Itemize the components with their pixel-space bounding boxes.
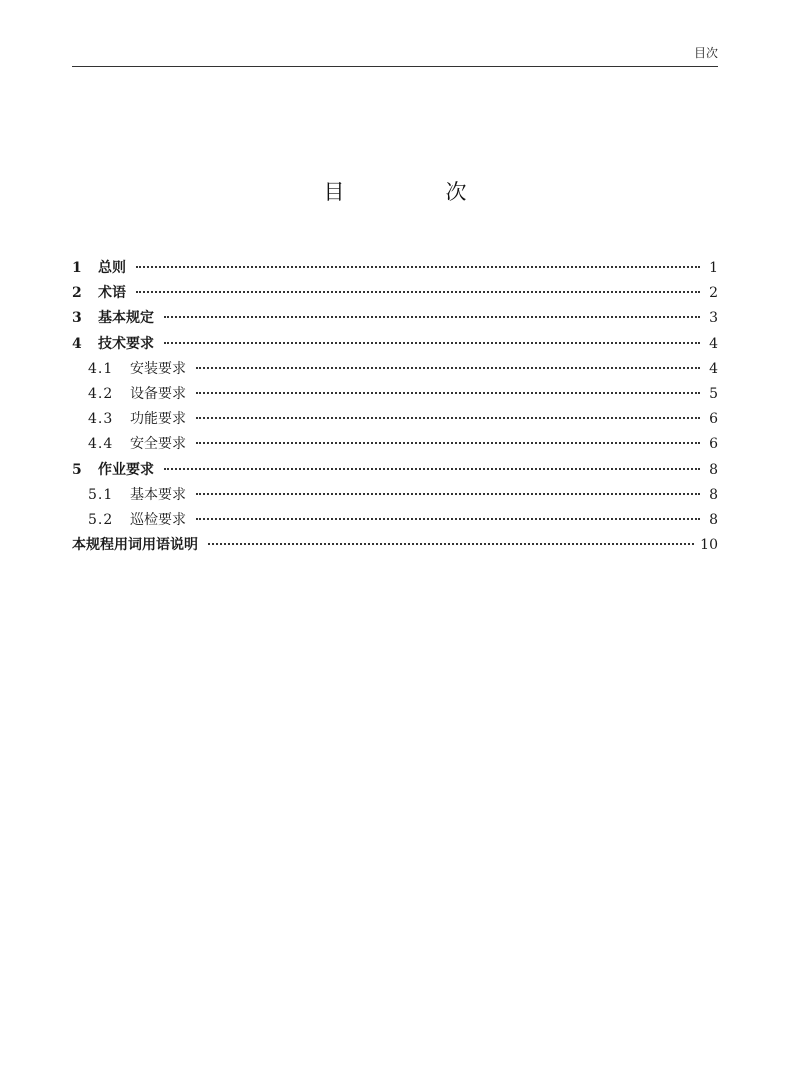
toc-entry-number: 1 bbox=[72, 260, 82, 276]
toc-entry-number: 5 bbox=[72, 461, 82, 478]
toc-title: 目 次 bbox=[323, 180, 507, 204]
toc-entry-number: 3 bbox=[72, 310, 82, 327]
toc-entry[interactable] bbox=[72, 407, 718, 432]
toc-dot-leader bbox=[196, 493, 700, 495]
toc-page-number: 8 bbox=[709, 511, 718, 528]
toc-dot-leader bbox=[196, 367, 700, 369]
toc-dot-leader bbox=[164, 316, 700, 318]
toc-dot-leader bbox=[196, 442, 700, 444]
toc-entry[interactable] bbox=[72, 256, 718, 281]
toc-entry[interactable] bbox=[72, 332, 718, 357]
toc-page-number: 1 bbox=[709, 260, 718, 276]
toc-page-number: 10 bbox=[700, 537, 718, 554]
toc-page-number: 2 bbox=[709, 285, 718, 302]
toc-page-number: 8 bbox=[709, 461, 718, 478]
toc-entry-title: 功能要求 bbox=[130, 411, 186, 428]
toc-entry-number: 4.2 bbox=[88, 385, 114, 402]
toc-page-number: 4 bbox=[709, 360, 718, 377]
toc-entry-number: 5.2 bbox=[88, 511, 114, 528]
toc-entry-number: 4.4 bbox=[88, 436, 114, 453]
toc-entry[interactable] bbox=[72, 533, 718, 558]
toc-entry[interactable] bbox=[72, 458, 718, 483]
toc-dot-leader bbox=[196, 417, 700, 419]
toc-dot-leader bbox=[136, 266, 700, 268]
toc-page-number: 3 bbox=[709, 310, 718, 327]
toc-entry-number: 4.1 bbox=[88, 360, 114, 377]
table-of-contents bbox=[72, 256, 718, 558]
header-rule bbox=[72, 66, 718, 67]
toc-entry-title: 总则 bbox=[98, 260, 126, 276]
toc-entry-title: 作业要求 bbox=[98, 461, 154, 478]
toc-page-number: 4 bbox=[709, 335, 718, 352]
toc-page-number: 6 bbox=[709, 411, 718, 428]
toc-entry[interactable] bbox=[72, 357, 718, 382]
toc-entry[interactable] bbox=[72, 483, 718, 508]
toc-entry[interactable] bbox=[72, 281, 718, 306]
toc-entry-title: 安全要求 bbox=[130, 436, 186, 453]
toc-entry[interactable] bbox=[72, 382, 718, 407]
toc-entry-number: 5.1 bbox=[88, 486, 114, 503]
toc-entry-number: 4.3 bbox=[88, 411, 114, 428]
toc-dot-leader bbox=[164, 468, 700, 470]
toc-page-number: 6 bbox=[709, 436, 718, 453]
toc-dot-leader bbox=[196, 392, 700, 394]
toc-page-number: 5 bbox=[709, 385, 718, 402]
toc-entry-number: 4 bbox=[72, 335, 82, 352]
toc-entry-title: 设备要求 bbox=[130, 385, 186, 402]
toc-dot-leader bbox=[164, 342, 700, 344]
running-header: 目次 bbox=[693, 46, 718, 60]
toc-entry-number: 2 bbox=[72, 285, 82, 302]
toc-entry-title: 技术要求 bbox=[98, 335, 154, 352]
toc-dot-leader bbox=[196, 518, 700, 520]
toc-dot-leader bbox=[136, 291, 700, 293]
toc-entry[interactable] bbox=[72, 432, 718, 457]
toc-entry[interactable] bbox=[72, 306, 718, 331]
toc-dot-leader bbox=[208, 543, 694, 545]
toc-entry-title: 术语 bbox=[98, 285, 126, 302]
toc-entry[interactable] bbox=[72, 508, 718, 533]
toc-entry-title: 基本要求 bbox=[130, 486, 186, 503]
toc-entry-title: 巡检要求 bbox=[130, 511, 186, 528]
toc-entry-title: 本规程用词用语说明 bbox=[72, 537, 198, 554]
toc-entry-title: 基本规定 bbox=[98, 310, 154, 327]
toc-page-number: 8 bbox=[709, 486, 718, 503]
toc-entry-title: 安装要求 bbox=[130, 360, 186, 377]
